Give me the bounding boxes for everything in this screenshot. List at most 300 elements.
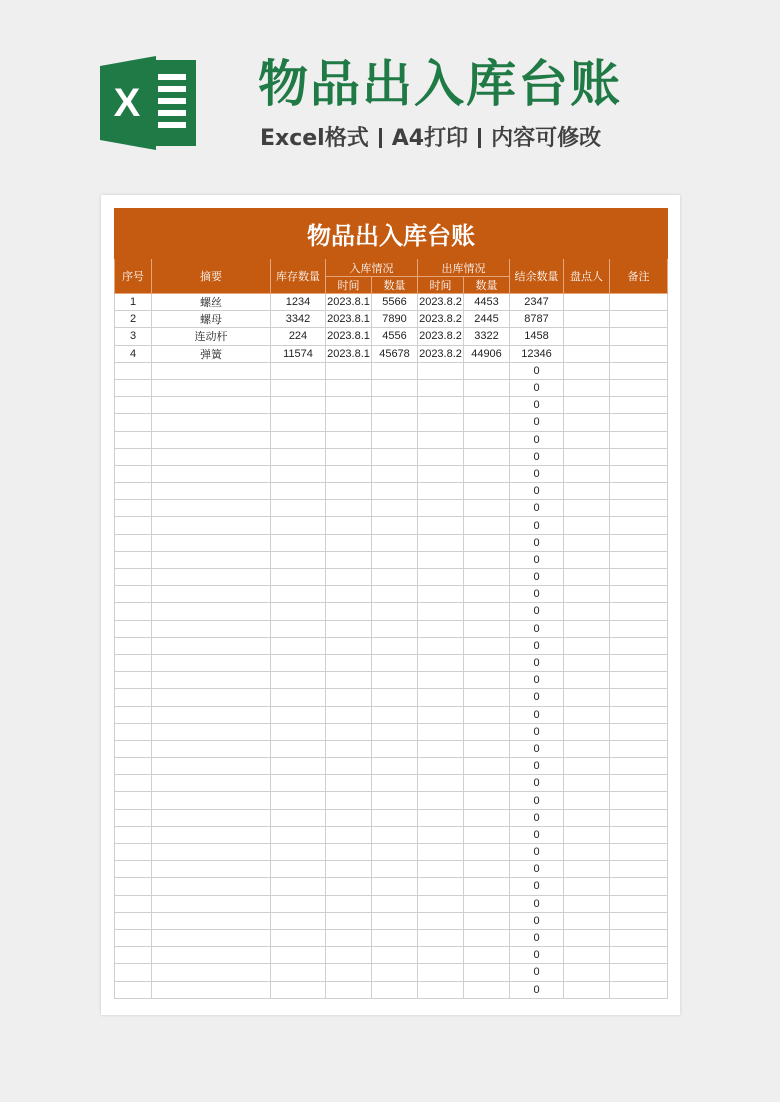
cell-in-time[interactable] bbox=[326, 929, 372, 946]
cell-in-time[interactable] bbox=[326, 861, 372, 878]
cell-remark[interactable] bbox=[610, 603, 668, 620]
cell-in-qty[interactable] bbox=[372, 379, 418, 396]
cell-out-time[interactable] bbox=[418, 483, 464, 500]
cell-summary[interactable] bbox=[152, 517, 271, 534]
cell-out-time[interactable] bbox=[418, 775, 464, 792]
cell-in-time[interactable]: 2023.8.1 bbox=[326, 294, 372, 311]
cell-in-qty[interactable] bbox=[372, 895, 418, 912]
cell-summary[interactable] bbox=[152, 792, 271, 809]
cell-out-time[interactable] bbox=[418, 861, 464, 878]
cell-no[interactable] bbox=[115, 723, 152, 740]
cell-no[interactable] bbox=[115, 809, 152, 826]
cell-out-qty[interactable] bbox=[464, 809, 510, 826]
cell-remark[interactable] bbox=[610, 654, 668, 671]
cell-counter[interactable] bbox=[564, 844, 610, 861]
cell-no[interactable] bbox=[115, 637, 152, 654]
cell-in-qty[interactable] bbox=[372, 861, 418, 878]
cell-in-qty[interactable] bbox=[372, 397, 418, 414]
cell-summary[interactable] bbox=[152, 878, 271, 895]
cell-remark[interactable] bbox=[610, 758, 668, 775]
cell-stock[interactable] bbox=[271, 861, 326, 878]
cell-in-qty[interactable] bbox=[372, 947, 418, 964]
cell-counter[interactable] bbox=[564, 740, 610, 757]
cell-stock[interactable] bbox=[271, 672, 326, 689]
cell-in-time[interactable] bbox=[326, 912, 372, 929]
cell-out-time[interactable]: 2023.8.2 bbox=[418, 345, 464, 362]
cell-out-qty[interactable] bbox=[464, 981, 510, 998]
cell-out-qty[interactable] bbox=[464, 362, 510, 379]
cell-no[interactable] bbox=[115, 551, 152, 568]
cell-remark[interactable] bbox=[610, 448, 668, 465]
cell-stock[interactable] bbox=[271, 689, 326, 706]
cell-out-qty[interactable] bbox=[464, 964, 510, 981]
cell-in-qty[interactable] bbox=[372, 844, 418, 861]
cell-counter[interactable] bbox=[564, 706, 610, 723]
cell-out-qty[interactable]: 3322 bbox=[464, 328, 510, 345]
cell-counter[interactable] bbox=[564, 448, 610, 465]
cell-remark[interactable] bbox=[610, 362, 668, 379]
cell-in-qty[interactable] bbox=[372, 689, 418, 706]
cell-no[interactable] bbox=[115, 500, 152, 517]
cell-counter[interactable] bbox=[564, 551, 610, 568]
cell-out-qty[interactable] bbox=[464, 483, 510, 500]
cell-stock[interactable] bbox=[271, 465, 326, 482]
cell-remark[interactable] bbox=[610, 379, 668, 396]
cell-balance[interactable]: 0 bbox=[510, 844, 564, 861]
cell-out-qty[interactable] bbox=[464, 414, 510, 431]
cell-no[interactable] bbox=[115, 379, 152, 396]
cell-in-qty[interactable] bbox=[372, 758, 418, 775]
cell-remark[interactable] bbox=[610, 912, 668, 929]
cell-out-time[interactable] bbox=[418, 414, 464, 431]
cell-summary[interactable] bbox=[152, 362, 271, 379]
cell-no[interactable] bbox=[115, 912, 152, 929]
cell-stock[interactable] bbox=[271, 603, 326, 620]
cell-out-time[interactable] bbox=[418, 895, 464, 912]
cell-in-qty[interactable] bbox=[372, 740, 418, 757]
cell-stock[interactable] bbox=[271, 723, 326, 740]
cell-in-qty[interactable] bbox=[372, 465, 418, 482]
cell-out-qty[interactable] bbox=[464, 706, 510, 723]
cell-summary[interactable] bbox=[152, 981, 271, 998]
cell-out-qty[interactable] bbox=[464, 740, 510, 757]
cell-stock[interactable] bbox=[271, 431, 326, 448]
cell-out-time[interactable] bbox=[418, 465, 464, 482]
cell-balance[interactable]: 8787 bbox=[510, 311, 564, 328]
cell-remark[interactable] bbox=[610, 964, 668, 981]
cell-in-time[interactable] bbox=[326, 414, 372, 431]
cell-no[interactable] bbox=[115, 758, 152, 775]
cell-in-time[interactable] bbox=[326, 569, 372, 586]
cell-out-qty[interactable] bbox=[464, 431, 510, 448]
cell-no[interactable] bbox=[115, 981, 152, 998]
cell-out-time[interactable] bbox=[418, 654, 464, 671]
cell-in-time[interactable]: 2023.8.1 bbox=[326, 328, 372, 345]
cell-stock[interactable] bbox=[271, 878, 326, 895]
cell-counter[interactable] bbox=[564, 500, 610, 517]
cell-out-qty[interactable]: 44906 bbox=[464, 345, 510, 362]
cell-no[interactable] bbox=[115, 861, 152, 878]
cell-remark[interactable] bbox=[610, 878, 668, 895]
cell-in-qty[interactable] bbox=[372, 792, 418, 809]
cell-counter[interactable] bbox=[564, 379, 610, 396]
cell-in-time[interactable] bbox=[326, 689, 372, 706]
cell-balance[interactable]: 0 bbox=[510, 981, 564, 998]
cell-balance[interactable]: 0 bbox=[510, 826, 564, 843]
cell-summary[interactable]: 螺母 bbox=[152, 311, 271, 328]
cell-in-qty[interactable] bbox=[372, 672, 418, 689]
cell-out-time[interactable] bbox=[418, 878, 464, 895]
cell-counter[interactable] bbox=[564, 328, 610, 345]
cell-counter[interactable] bbox=[564, 929, 610, 946]
cell-in-time[interactable] bbox=[326, 723, 372, 740]
cell-remark[interactable] bbox=[610, 844, 668, 861]
cell-stock[interactable] bbox=[271, 654, 326, 671]
cell-stock[interactable] bbox=[271, 620, 326, 637]
cell-balance[interactable]: 1458 bbox=[510, 328, 564, 345]
cell-summary[interactable] bbox=[152, 500, 271, 517]
cell-counter[interactable] bbox=[564, 637, 610, 654]
cell-summary[interactable] bbox=[152, 844, 271, 861]
cell-out-qty[interactable] bbox=[464, 534, 510, 551]
cell-counter[interactable] bbox=[564, 672, 610, 689]
cell-summary[interactable]: 连动杆 bbox=[152, 328, 271, 345]
cell-balance[interactable]: 0 bbox=[510, 465, 564, 482]
cell-out-qty[interactable] bbox=[464, 861, 510, 878]
cell-no[interactable] bbox=[115, 740, 152, 757]
cell-out-qty[interactable] bbox=[464, 689, 510, 706]
cell-counter[interactable] bbox=[564, 981, 610, 998]
cell-in-qty[interactable] bbox=[372, 431, 418, 448]
cell-in-time[interactable] bbox=[326, 740, 372, 757]
cell-balance[interactable]: 0 bbox=[510, 362, 564, 379]
cell-no[interactable] bbox=[115, 826, 152, 843]
cell-out-qty[interactable] bbox=[464, 620, 510, 637]
cell-remark[interactable] bbox=[610, 895, 668, 912]
cell-remark[interactable] bbox=[610, 723, 668, 740]
cell-balance[interactable]: 0 bbox=[510, 534, 564, 551]
cell-in-time[interactable] bbox=[326, 534, 372, 551]
cell-no[interactable] bbox=[115, 672, 152, 689]
cell-no[interactable] bbox=[115, 569, 152, 586]
cell-out-qty[interactable] bbox=[464, 637, 510, 654]
cell-counter[interactable] bbox=[564, 414, 610, 431]
cell-counter[interactable] bbox=[564, 689, 610, 706]
cell-counter[interactable] bbox=[564, 878, 610, 895]
cell-stock[interactable] bbox=[271, 551, 326, 568]
cell-out-qty[interactable] bbox=[464, 912, 510, 929]
cell-in-time[interactable] bbox=[326, 379, 372, 396]
cell-remark[interactable] bbox=[610, 586, 668, 603]
cell-counter[interactable] bbox=[564, 654, 610, 671]
cell-balance[interactable]: 0 bbox=[510, 740, 564, 757]
cell-out-time[interactable] bbox=[418, 844, 464, 861]
cell-out-time[interactable] bbox=[418, 758, 464, 775]
cell-remark[interactable] bbox=[610, 620, 668, 637]
cell-out-qty[interactable] bbox=[464, 947, 510, 964]
cell-remark[interactable] bbox=[610, 465, 668, 482]
cell-no[interactable] bbox=[115, 414, 152, 431]
cell-in-qty[interactable] bbox=[372, 878, 418, 895]
cell-remark[interactable] bbox=[610, 534, 668, 551]
cell-out-time[interactable] bbox=[418, 569, 464, 586]
cell-no[interactable] bbox=[115, 844, 152, 861]
cell-counter[interactable] bbox=[564, 465, 610, 482]
cell-out-time[interactable] bbox=[418, 672, 464, 689]
cell-out-qty[interactable] bbox=[464, 672, 510, 689]
cell-stock[interactable] bbox=[271, 775, 326, 792]
cell-in-time[interactable] bbox=[326, 775, 372, 792]
cell-out-qty[interactable] bbox=[464, 500, 510, 517]
cell-stock[interactable] bbox=[271, 792, 326, 809]
cell-stock[interactable] bbox=[271, 844, 326, 861]
cell-in-qty[interactable] bbox=[372, 723, 418, 740]
cell-in-time[interactable]: 2023.8.1 bbox=[326, 311, 372, 328]
cell-balance[interactable]: 0 bbox=[510, 483, 564, 500]
cell-counter[interactable] bbox=[564, 912, 610, 929]
cell-in-time[interactable] bbox=[326, 672, 372, 689]
cell-remark[interactable] bbox=[610, 431, 668, 448]
cell-no[interactable]: 2 bbox=[115, 311, 152, 328]
cell-summary[interactable] bbox=[152, 672, 271, 689]
cell-in-qty[interactable] bbox=[372, 448, 418, 465]
cell-balance[interactable]: 0 bbox=[510, 895, 564, 912]
cell-balance[interactable]: 0 bbox=[510, 569, 564, 586]
cell-balance[interactable]: 0 bbox=[510, 397, 564, 414]
cell-counter[interactable] bbox=[564, 792, 610, 809]
cell-out-time[interactable] bbox=[418, 397, 464, 414]
cell-no[interactable] bbox=[115, 964, 152, 981]
cell-in-time[interactable] bbox=[326, 483, 372, 500]
cell-no[interactable] bbox=[115, 483, 152, 500]
cell-out-time[interactable] bbox=[418, 603, 464, 620]
cell-stock[interactable] bbox=[271, 895, 326, 912]
cell-no[interactable] bbox=[115, 689, 152, 706]
cell-in-qty[interactable]: 45678 bbox=[372, 345, 418, 362]
cell-stock[interactable] bbox=[271, 397, 326, 414]
cell-stock[interactable] bbox=[271, 586, 326, 603]
cell-summary[interactable] bbox=[152, 929, 271, 946]
cell-balance[interactable]: 2347 bbox=[510, 294, 564, 311]
cell-in-qty[interactable]: 5566 bbox=[372, 294, 418, 311]
cell-counter[interactable] bbox=[564, 620, 610, 637]
cell-summary[interactable] bbox=[152, 706, 271, 723]
cell-no[interactable] bbox=[115, 397, 152, 414]
cell-stock[interactable] bbox=[271, 534, 326, 551]
cell-in-qty[interactable] bbox=[372, 483, 418, 500]
cell-in-qty[interactable] bbox=[372, 929, 418, 946]
cell-balance[interactable]: 0 bbox=[510, 431, 564, 448]
cell-remark[interactable] bbox=[610, 311, 668, 328]
cell-balance[interactable]: 0 bbox=[510, 758, 564, 775]
cell-out-time[interactable] bbox=[418, 362, 464, 379]
cell-out-qty[interactable] bbox=[464, 603, 510, 620]
cell-out-time[interactable]: 2023.8.2 bbox=[418, 294, 464, 311]
cell-in-time[interactable] bbox=[326, 654, 372, 671]
cell-in-qty[interactable] bbox=[372, 586, 418, 603]
cell-counter[interactable] bbox=[564, 569, 610, 586]
cell-balance[interactable]: 0 bbox=[510, 861, 564, 878]
cell-balance[interactable]: 0 bbox=[510, 706, 564, 723]
cell-remark[interactable] bbox=[610, 517, 668, 534]
cell-out-qty[interactable] bbox=[464, 723, 510, 740]
cell-in-qty[interactable] bbox=[372, 534, 418, 551]
cell-in-time[interactable] bbox=[326, 517, 372, 534]
cell-in-qty[interactable] bbox=[372, 551, 418, 568]
cell-out-qty[interactable] bbox=[464, 448, 510, 465]
cell-stock[interactable] bbox=[271, 706, 326, 723]
cell-counter[interactable] bbox=[564, 723, 610, 740]
cell-in-time[interactable] bbox=[326, 878, 372, 895]
cell-counter[interactable] bbox=[564, 947, 610, 964]
cell-balance[interactable]: 0 bbox=[510, 947, 564, 964]
cell-in-time[interactable] bbox=[326, 792, 372, 809]
cell-out-qty[interactable]: 4453 bbox=[464, 294, 510, 311]
cell-in-time[interactable]: 2023.8.1 bbox=[326, 345, 372, 362]
cell-counter[interactable] bbox=[564, 294, 610, 311]
cell-counter[interactable] bbox=[564, 603, 610, 620]
cell-counter[interactable] bbox=[564, 964, 610, 981]
cell-summary[interactable] bbox=[152, 723, 271, 740]
cell-in-qty[interactable] bbox=[372, 500, 418, 517]
cell-out-time[interactable] bbox=[418, 586, 464, 603]
cell-remark[interactable] bbox=[610, 792, 668, 809]
cell-no[interactable] bbox=[115, 517, 152, 534]
cell-stock[interactable] bbox=[271, 500, 326, 517]
cell-out-qty[interactable]: 2445 bbox=[464, 311, 510, 328]
cell-balance[interactable]: 0 bbox=[510, 620, 564, 637]
cell-in-qty[interactable] bbox=[372, 362, 418, 379]
cell-remark[interactable] bbox=[610, 861, 668, 878]
cell-no[interactable] bbox=[115, 534, 152, 551]
cell-no[interactable] bbox=[115, 706, 152, 723]
cell-summary[interactable] bbox=[152, 809, 271, 826]
cell-summary[interactable] bbox=[152, 551, 271, 568]
cell-summary[interactable] bbox=[152, 483, 271, 500]
cell-counter[interactable] bbox=[564, 861, 610, 878]
cell-summary[interactable] bbox=[152, 603, 271, 620]
cell-in-qty[interactable] bbox=[372, 964, 418, 981]
cell-balance[interactable]: 0 bbox=[510, 672, 564, 689]
cell-no[interactable] bbox=[115, 654, 152, 671]
cell-out-time[interactable] bbox=[418, 620, 464, 637]
cell-balance[interactable]: 0 bbox=[510, 912, 564, 929]
cell-balance[interactable]: 0 bbox=[510, 414, 564, 431]
cell-out-qty[interactable] bbox=[464, 844, 510, 861]
cell-out-time[interactable] bbox=[418, 981, 464, 998]
cell-balance[interactable]: 0 bbox=[510, 586, 564, 603]
cell-summary[interactable] bbox=[152, 895, 271, 912]
cell-stock[interactable] bbox=[271, 809, 326, 826]
cell-no[interactable] bbox=[115, 362, 152, 379]
cell-out-time[interactable] bbox=[418, 448, 464, 465]
cell-out-time[interactable] bbox=[418, 706, 464, 723]
cell-in-qty[interactable] bbox=[372, 809, 418, 826]
cell-in-time[interactable] bbox=[326, 706, 372, 723]
cell-stock[interactable] bbox=[271, 448, 326, 465]
cell-no[interactable] bbox=[115, 603, 152, 620]
cell-no[interactable]: 3 bbox=[115, 328, 152, 345]
cell-stock[interactable] bbox=[271, 912, 326, 929]
cell-balance[interactable]: 0 bbox=[510, 723, 564, 740]
cell-out-time[interactable] bbox=[418, 964, 464, 981]
cell-remark[interactable] bbox=[610, 775, 668, 792]
cell-out-qty[interactable] bbox=[464, 465, 510, 482]
cell-in-time[interactable] bbox=[326, 809, 372, 826]
cell-in-time[interactable] bbox=[326, 947, 372, 964]
cell-balance[interactable]: 0 bbox=[510, 964, 564, 981]
cell-in-qty[interactable] bbox=[372, 826, 418, 843]
cell-balance[interactable]: 0 bbox=[510, 775, 564, 792]
cell-in-qty[interactable] bbox=[372, 637, 418, 654]
cell-out-qty[interactable] bbox=[464, 654, 510, 671]
cell-summary[interactable] bbox=[152, 586, 271, 603]
cell-counter[interactable] bbox=[564, 517, 610, 534]
cell-balance[interactable]: 0 bbox=[510, 603, 564, 620]
cell-in-time[interactable] bbox=[326, 603, 372, 620]
cell-stock[interactable]: 1234 bbox=[271, 294, 326, 311]
cell-out-time[interactable] bbox=[418, 912, 464, 929]
cell-balance[interactable]: 0 bbox=[510, 929, 564, 946]
cell-in-time[interactable] bbox=[326, 895, 372, 912]
cell-summary[interactable] bbox=[152, 654, 271, 671]
cell-summary[interactable] bbox=[152, 758, 271, 775]
cell-counter[interactable] bbox=[564, 826, 610, 843]
cell-in-time[interactable] bbox=[326, 397, 372, 414]
cell-summary[interactable] bbox=[152, 775, 271, 792]
cell-remark[interactable] bbox=[610, 706, 668, 723]
cell-summary[interactable] bbox=[152, 569, 271, 586]
cell-no[interactable] bbox=[115, 895, 152, 912]
cell-in-time[interactable] bbox=[326, 637, 372, 654]
cell-out-qty[interactable] bbox=[464, 895, 510, 912]
cell-counter[interactable] bbox=[564, 431, 610, 448]
cell-in-qty[interactable]: 7890 bbox=[372, 311, 418, 328]
cell-out-time[interactable] bbox=[418, 534, 464, 551]
cell-no[interactable] bbox=[115, 586, 152, 603]
cell-balance[interactable]: 0 bbox=[510, 500, 564, 517]
cell-balance[interactable]: 0 bbox=[510, 637, 564, 654]
cell-summary[interactable] bbox=[152, 414, 271, 431]
cell-out-time[interactable] bbox=[418, 947, 464, 964]
cell-stock[interactable] bbox=[271, 758, 326, 775]
cell-in-qty[interactable] bbox=[372, 517, 418, 534]
cell-counter[interactable] bbox=[564, 311, 610, 328]
cell-summary[interactable] bbox=[152, 397, 271, 414]
cell-summary[interactable] bbox=[152, 740, 271, 757]
cell-balance[interactable]: 0 bbox=[510, 517, 564, 534]
cell-counter[interactable] bbox=[564, 809, 610, 826]
cell-remark[interactable] bbox=[610, 826, 668, 843]
cell-out-time[interactable] bbox=[418, 740, 464, 757]
cell-stock[interactable] bbox=[271, 964, 326, 981]
cell-counter[interactable] bbox=[564, 775, 610, 792]
cell-in-qty[interactable] bbox=[372, 706, 418, 723]
cell-no[interactable]: 1 bbox=[115, 294, 152, 311]
cell-stock[interactable] bbox=[271, 414, 326, 431]
cell-stock[interactable] bbox=[271, 740, 326, 757]
cell-no[interactable]: 4 bbox=[115, 345, 152, 362]
cell-out-qty[interactable] bbox=[464, 379, 510, 396]
cell-counter[interactable] bbox=[564, 397, 610, 414]
cell-in-time[interactable] bbox=[326, 620, 372, 637]
cell-remark[interactable] bbox=[610, 414, 668, 431]
cell-in-time[interactable] bbox=[326, 826, 372, 843]
cell-in-time[interactable] bbox=[326, 362, 372, 379]
cell-stock[interactable] bbox=[271, 637, 326, 654]
cell-out-time[interactable] bbox=[418, 637, 464, 654]
cell-counter[interactable] bbox=[564, 534, 610, 551]
